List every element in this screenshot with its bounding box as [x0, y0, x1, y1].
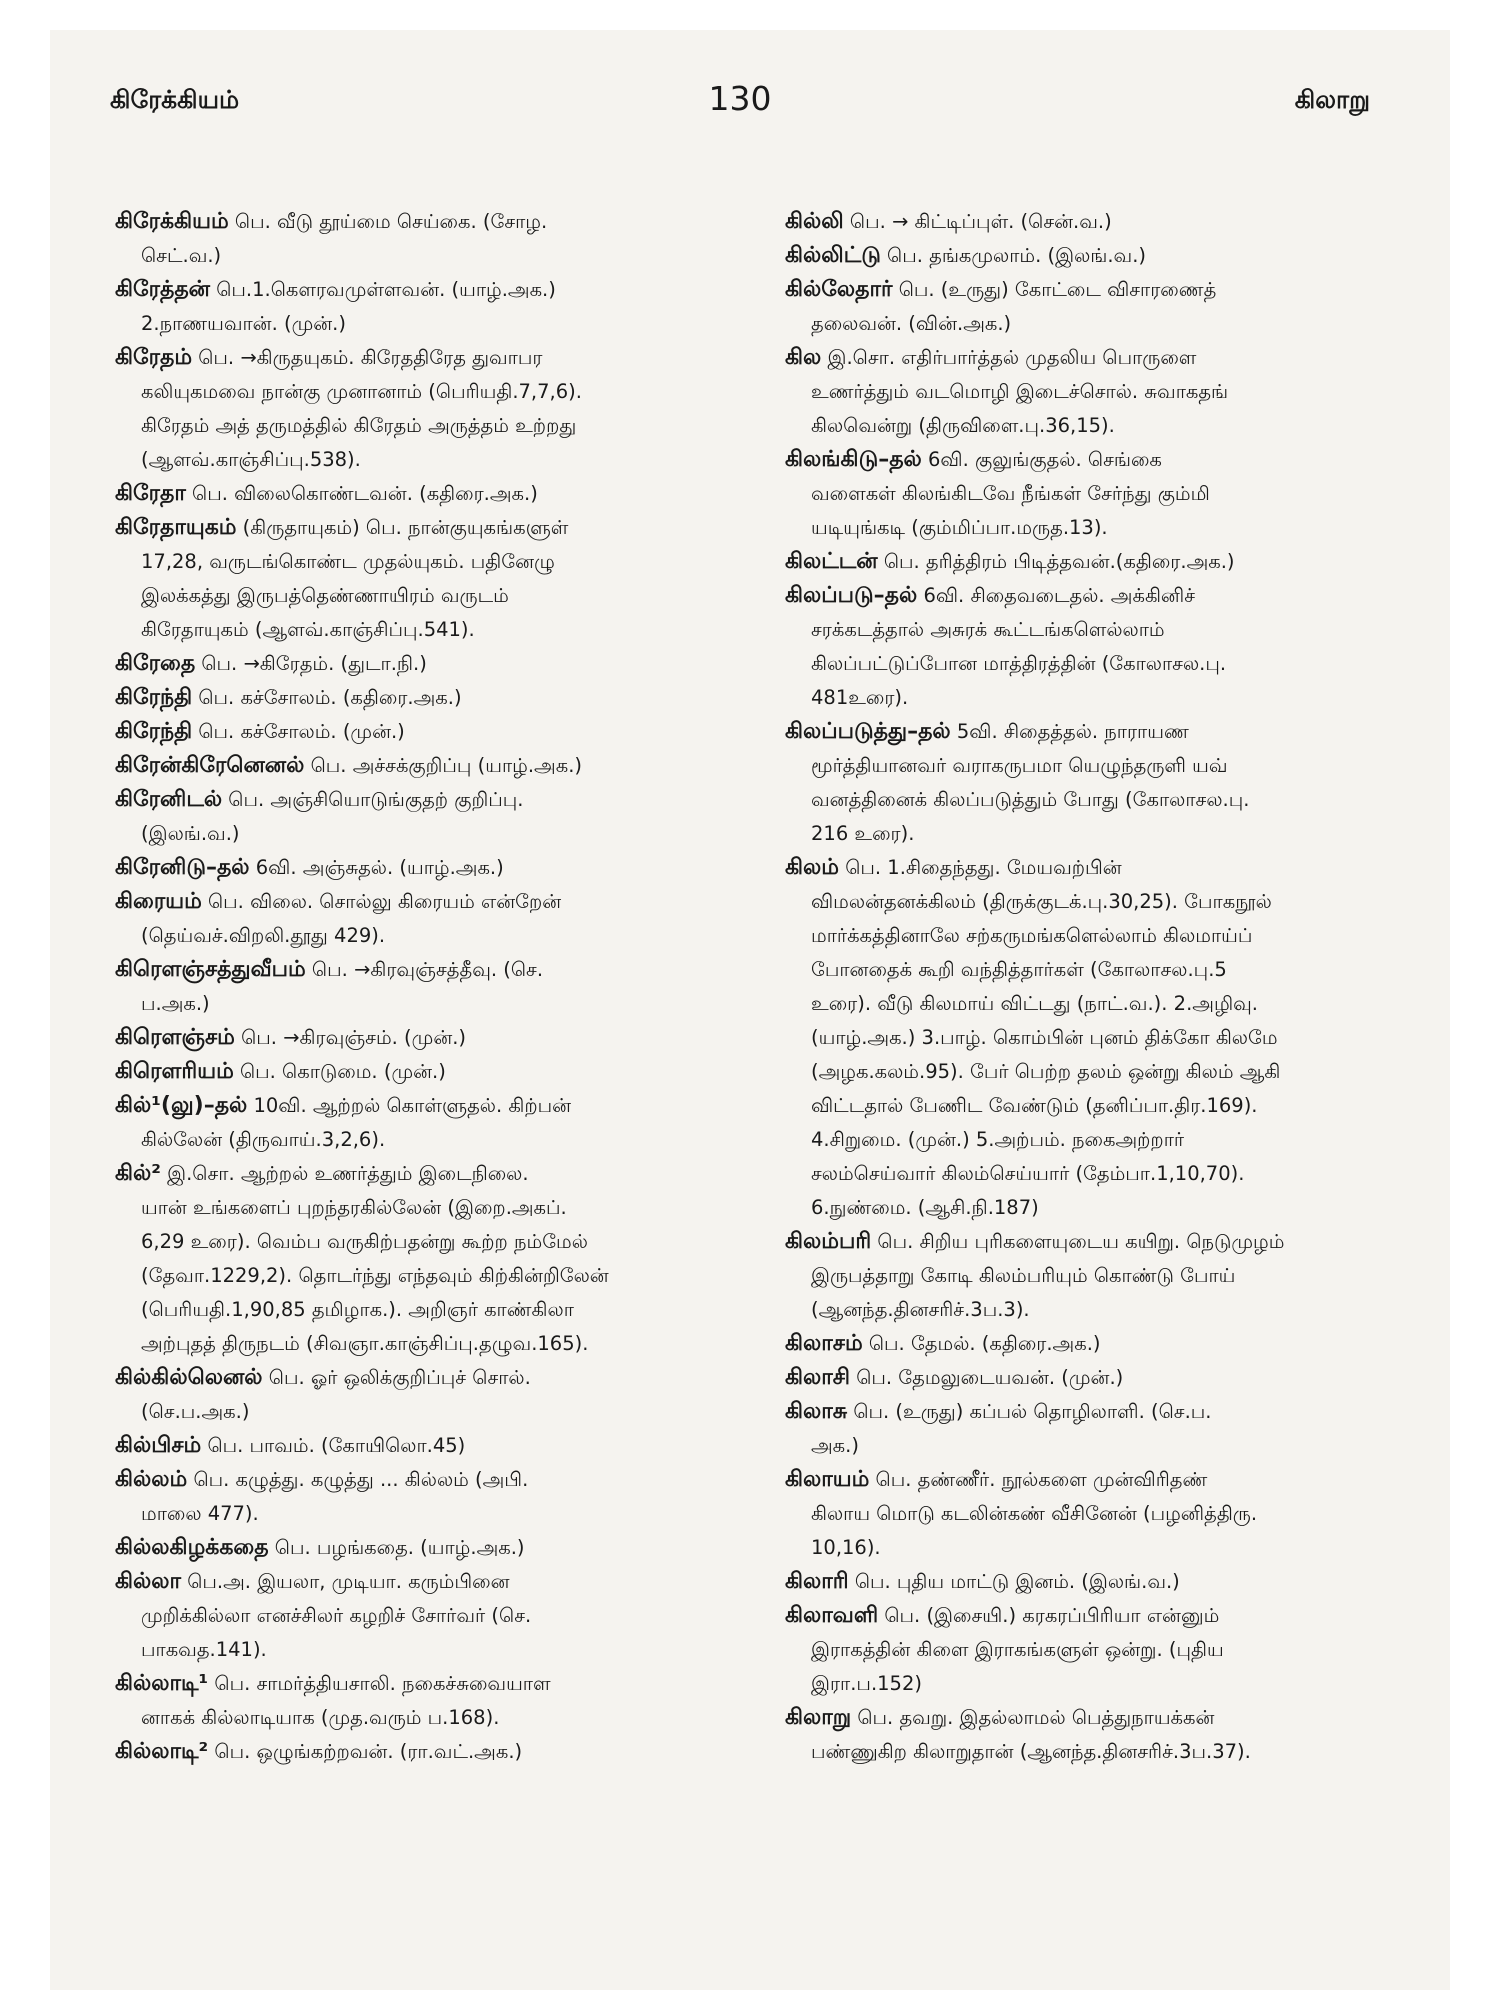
entry-headword: கில்லகிழக்கதை [115, 1535, 269, 1560]
dictionary-entry [115, 477, 705, 511]
entry-text: பெ. தவறு. இதல்லாமல் பெத்துநாயக்கன் [851, 1706, 1215, 1729]
dictionary-entry [115, 1055, 705, 1089]
entry-headword: கிலங்கிடு–தல் [785, 447, 922, 472]
entry-line [785, 681, 1385, 715]
entry-line [115, 1599, 705, 1633]
entry-line [115, 1395, 705, 1429]
entry-text: பெ. கச்சோலம். (கதிரை.அக.) [192, 686, 462, 709]
entry-headword: கிரேதா [115, 481, 186, 506]
entry-text: அற்புதத் திருநடம் (சிவஞா.காஞ்சிப்பு.தழுவ.165). [141, 1332, 589, 1355]
dictionary-entry [115, 1021, 705, 1055]
entry-line [785, 239, 1385, 273]
entry-line [785, 749, 1385, 783]
entry-text: பெ. வீடு தூய்மை செய்கை. (சோழ. [228, 210, 548, 233]
entry-line [785, 375, 1385, 409]
entry-text: பெ. புதிய மாட்டு இனம். (இலங்.வ.) [848, 1570, 1180, 1593]
entry-text: 5வி. சிதைத்தல். நாராயண [950, 720, 1189, 743]
entry-line [785, 987, 1385, 1021]
entry-text: பெ. கொடுமை. (முன்.) [233, 1060, 446, 1083]
entry-line [785, 511, 1385, 545]
entry-text: பெ. கழுத்து. கழுத்து ... கில்லம் (அபி. [187, 1468, 529, 1491]
entry-text: பெ. 1.சிதைந்தது. மேயவற்பின் [839, 856, 1122, 879]
entry-line [115, 715, 705, 749]
dictionary-entry [115, 511, 705, 647]
entry-headword: கிலாரி [785, 1569, 849, 1594]
entry-line [785, 885, 1385, 919]
entry-line [115, 1735, 705, 1769]
dictionary-entry [785, 1463, 1385, 1565]
entry-text: பெ. தரித்திரம் பிடித்தவன்.(கதிரை.அக.) [877, 550, 1235, 573]
entry-text: பெ. தேமலுடையவன். (முன்.) [850, 1366, 1124, 1389]
entry-line [785, 1565, 1385, 1599]
entry-headword: கில்பிசம் [115, 1433, 202, 1458]
dictionary-entry [115, 1157, 705, 1361]
entry-headword: கிலாசம் [785, 1331, 863, 1356]
entry-line [115, 1055, 705, 1089]
dictionary-entry [785, 1565, 1385, 1599]
entry-line [115, 341, 705, 375]
entry-headword: கிரௌஞ்சம் [115, 1025, 235, 1050]
entry-headword: கிரையம் [115, 889, 202, 914]
entry-headword: கில்² [115, 1161, 161, 1186]
entry-line [115, 647, 705, 681]
entry-headword: கிரேதம் [115, 345, 193, 370]
entry-line [785, 1293, 1385, 1327]
entry-headword: கிரேன்கிரேனெனல் [115, 753, 305, 778]
entry-text: 6.நுண்மை. (ஆசி.நி.187) [811, 1196, 1039, 1219]
entry-text: பெ. தேமல். (கதிரை.அக.) [862, 1332, 1101, 1355]
entry-headword: கில [785, 345, 822, 370]
dictionary-entry [115, 885, 705, 953]
entry-line [115, 885, 705, 919]
entry-text: பெ. பழங்கதை. (யாழ்.அக.) [268, 1536, 525, 1559]
dictionary-entry [115, 1463, 705, 1531]
dictionary-entry [115, 1429, 705, 1463]
entry-headword: கிலம் [785, 855, 839, 880]
entry-headword: கிரேனிடு–தல் [115, 855, 250, 880]
dictionary-entry [785, 1701, 1385, 1769]
entry-text: தலைவன். (வின்.அக.) [811, 312, 1012, 335]
entry-text: (ஆனந்த.தினசரிச்.3ப.3). [811, 1298, 1030, 1321]
entry-text: பெ. →கிரேதம். (துடா.நி.) [195, 652, 427, 675]
entry-headword: கிரௌஞ்சத்துவீபம் [115, 957, 306, 982]
entry-text: கலியுகமவை நான்கு முனானாம் (பெரியதி.7,7,6). [141, 380, 582, 403]
entry-text: இ.சொ. ஆற்றல் உணர்த்தும் இடைநிலை. [160, 1162, 529, 1185]
dictionary-entry [115, 647, 705, 681]
entry-text: 10வி. ஆற்றல் கொள்ளுதல். கிற்பன் [247, 1094, 572, 1117]
page-header [110, 79, 1370, 129]
entry-headword: கிரேனிடல் [115, 787, 223, 812]
entry-text: னாகக் கில்லாடியாக (முத.வரும் ப.168). [141, 1706, 500, 1729]
entry-headword: கில்லேதார் [785, 277, 893, 302]
dictionary-entry [115, 715, 705, 749]
entry-line [785, 545, 1385, 579]
entry-text: ப.அக.) [141, 992, 210, 1015]
entry-text: வளைகள் கிலங்கிடவே நீங்கள் சேர்ந்து கும்மி [811, 482, 1210, 505]
entry-headword: கிரேக்கியம் [115, 209, 229, 234]
dictionary-entry [785, 443, 1385, 545]
entry-text: முறிக்கில்லா எனச்சிலர் கழறிச் சோர்வர் (செ. [141, 1604, 532, 1627]
entry-line [115, 613, 705, 647]
entry-headword: கிலாயம் [785, 1467, 870, 1492]
entry-text: பெ. சாமர்த்தியசாலி. நகைச்சுவையாள [208, 1672, 551, 1695]
entry-text: பெ. தங்கமுலாம். (இலங்.வ.) [880, 244, 1147, 267]
entry-headword: கில்லாடி¹ [115, 1671, 209, 1696]
dictionary-entry [115, 1667, 705, 1735]
entry-text: அக.) [811, 1434, 859, 1457]
entry-text: கிரேதாயுகம் (ஆளவ்.காஞ்சிப்பு.541). [141, 618, 475, 641]
entry-line [785, 307, 1385, 341]
entry-text: (ஆளவ்.காஞ்சிப்பு.538). [141, 448, 361, 471]
dictionary-entry [115, 749, 705, 783]
entry-line [115, 1633, 705, 1667]
entry-text: விட்டதால் பேணிட வேண்டும் (தனிப்பா.திர.169). [811, 1094, 1258, 1117]
entry-headword: கிரேதை [115, 651, 196, 676]
entry-line [115, 1327, 705, 1361]
dictionary-entry [115, 205, 705, 273]
entry-text: பெ. (உருது) கோட்டை விசாரணைத் [892, 278, 1217, 301]
dictionary-entry [115, 1361, 705, 1429]
entry-line [115, 1701, 705, 1735]
entry-line [785, 409, 1385, 443]
entry-text: இ.சொ. எதிர்பார்த்தல் முதலிய பொருளை [821, 346, 1197, 369]
dictionary-entry [785, 851, 1385, 1225]
entry-line [115, 579, 705, 613]
entry-line [785, 1429, 1385, 1463]
page-number: 130 [708, 79, 772, 118]
entry-text: பெ. பாவம். (கோயிலொ.45) [201, 1434, 466, 1457]
entry-text: வனத்தினைக் கிலப்படுத்தும் போது (கோலாசல.பு. [811, 788, 1250, 811]
entry-line [115, 783, 705, 817]
entry-line [785, 1089, 1385, 1123]
entry-line [115, 1565, 705, 1599]
header-first-word: கிரேக்கியம் [110, 85, 240, 114]
entry-text: பெ. ஓர் ஒலிக்குறிப்புச் சொல். [262, 1366, 531, 1389]
entry-line [115, 1157, 705, 1191]
entry-text: 2.நாணயவான். (முன்.) [141, 312, 346, 335]
entry-headword: கிரேந்தி [115, 685, 193, 710]
dictionary-entry [785, 239, 1385, 273]
entry-headword: கிலாசு [785, 1399, 848, 1424]
entry-text: (அழக.கலம்.95). பேர் பெற்ற தலம் ஒன்று கிலம் ஆகி [811, 1060, 1281, 1083]
entry-line [115, 1667, 705, 1701]
entry-text: யான் உங்களைப் புறந்தரகில்லேன் (இறை.அகப். [141, 1196, 567, 1219]
entry-line [785, 783, 1385, 817]
entry-line [115, 273, 705, 307]
entry-line [115, 851, 705, 885]
entry-line [785, 1191, 1385, 1225]
entry-text: இலக்கத்து இருபத்தெண்ணாயிரம் வருடம் [141, 584, 509, 607]
entry-line [785, 953, 1385, 987]
entry-text: உரை). வீடு கிலமாய் விட்டது (நாட்.வ.). 2.அழிவு. [811, 992, 1259, 1015]
entry-headword: கிலாறு [785, 1705, 852, 1730]
entry-text: பெ. (இசையி.) கரகரப்பிரியா என்னும் [878, 1604, 1220, 1627]
entry-text: பெ. விலை. சொல்லு கிரையம் என்றேன் [201, 890, 562, 913]
left-column [115, 205, 705, 1769]
entry-line [785, 1633, 1385, 1667]
entry-line [115, 1429, 705, 1463]
entry-line [115, 511, 705, 545]
entry-line [115, 443, 705, 477]
entry-line [785, 851, 1385, 885]
entry-line [785, 1327, 1385, 1361]
entry-text: கிரேதம் அத் தருமத்தில் கிரேதம் அருத்தம் உற்றது [141, 414, 577, 437]
entry-text: 216 உரை). [811, 822, 915, 845]
dictionary-entry [115, 953, 705, 1021]
dictionary-entry [115, 681, 705, 715]
entry-headword: கில்கில்லெனல் [115, 1365, 263, 1390]
entry-line [115, 1089, 705, 1123]
entry-headword: கிலப்படுத்து–தல் [785, 719, 951, 744]
entry-text: பெ. அஞ்சியொடுங்குதற் குறிப்பு. [222, 788, 524, 811]
entry-text: பெ. →கிரவுஞ்சத்தீவு. (செ. [305, 958, 544, 981]
entry-line [785, 1497, 1385, 1531]
entry-headword: கில்லாடி² [115, 1739, 209, 1764]
entry-text: (யாழ்.அக.) 3.பாழ். கொம்பின் புனம் திக்கோ கிலமே [811, 1026, 1278, 1049]
entry-text: பெ.1.கௌரவமுள்ளவன். (யாழ்.அக.) [210, 278, 556, 301]
dictionary-entry [115, 851, 705, 885]
entry-line [115, 375, 705, 409]
entry-line [785, 341, 1385, 375]
entry-line [115, 987, 705, 1021]
entry-line [115, 1293, 705, 1327]
entry-line [785, 715, 1385, 749]
entry-line [785, 1021, 1385, 1055]
entry-text: இராகத்தின் கிளை இராகங்களுள் ஒன்று. (புதிய [811, 1638, 1224, 1661]
entry-text: 6வி. குலுங்குதல். செங்கை [921, 448, 1162, 471]
entry-line [115, 409, 705, 443]
entry-line [785, 1259, 1385, 1293]
entry-line [785, 1157, 1385, 1191]
entry-line [785, 919, 1385, 953]
entry-line [785, 1599, 1385, 1633]
entry-line [785, 1123, 1385, 1157]
dictionary-entry [785, 1327, 1385, 1361]
entry-headword: கிலம்பரி [785, 1229, 872, 1254]
entry-headword: கில்லிட்டு [785, 243, 881, 268]
entry-text: 6வி. சிதைவடைதல். அக்கினிச் [917, 584, 1196, 607]
entry-headword: கிலப்படு–தல் [785, 583, 918, 608]
dictionary-entry [785, 273, 1385, 341]
entry-line [785, 1361, 1385, 1395]
entry-text: இரா.ப.152) [811, 1672, 922, 1695]
entry-line [785, 1735, 1385, 1769]
entry-line [115, 953, 705, 987]
entry-text: 10,16). [811, 1536, 881, 1559]
dictionary-entry [785, 205, 1385, 239]
entry-line [115, 545, 705, 579]
dictionary-entry [115, 1531, 705, 1565]
entry-headword: கிலட்டன் [785, 549, 878, 574]
entry-text: 6வி. அஞ்சுதல். (யாழ்.அக.) [249, 856, 504, 879]
entry-text: இருபத்தாறு கோடி கிலம்பரியும் கொண்டு போய் [811, 1264, 1236, 1287]
dictionary-page [50, 30, 1450, 1990]
entry-text: பெ. →கிருதயுகம். கிரேததிரேத துவாபர [192, 346, 543, 369]
entry-text: 481உரை). [811, 686, 909, 709]
entry-text: பெ.அ. இயலா, முடியா. கரும்பினை [181, 1570, 510, 1593]
entry-text: பெ. ஒழுங்கற்றவன். (ரா.வட்.அக.) [208, 1740, 523, 1763]
entry-line [115, 1259, 705, 1293]
entry-line [115, 1021, 705, 1055]
entry-headword: கிரேத்தன் [115, 277, 211, 302]
entry-line [785, 817, 1385, 851]
entry-headword: கிரேதாயுகம் [115, 515, 237, 540]
entry-text: பெ. விலைகொண்டவன். (கதிரை.அக.) [185, 482, 538, 505]
entry-line [115, 1123, 705, 1157]
entry-headword: கில்லம் [115, 1467, 188, 1492]
entry-text: பண்ணுகிற கிலாறுதான் (ஆனந்த.தினசரிச்.3ப.37). [811, 1740, 1251, 1763]
entry-line [785, 1055, 1385, 1089]
entry-text: (இலங்.வ.) [141, 822, 240, 845]
entry-text: சரக்கடத்தால் அசுரக் கூட்டங்களெல்லாம் [811, 618, 1165, 641]
header-last-word: கிலாறு [1294, 85, 1370, 114]
entry-text: கிலவென்று (திருவிளை.பு.36,15). [811, 414, 1115, 437]
entry-line [115, 1191, 705, 1225]
dictionary-entry [785, 1599, 1385, 1701]
entry-line [785, 1225, 1385, 1259]
entry-headword: கிலாவளி [785, 1603, 879, 1628]
entry-line [115, 919, 705, 953]
entry-line [115, 1225, 705, 1259]
entry-line [785, 1701, 1385, 1735]
entry-line [785, 613, 1385, 647]
dictionary-entry [785, 341, 1385, 443]
entry-text: உணர்த்தும் வடமொழி இடைச்சொல். சுவாகதங் [811, 380, 1229, 403]
entry-line [115, 205, 705, 239]
entry-text: பாகவத.141). [141, 1638, 267, 1661]
entry-text: (செ.ப.அக.) [141, 1400, 250, 1423]
entry-line [115, 477, 705, 511]
entry-text: கிலப்பட்டுப்போன மாத்திரத்தின் (கோலாசல.பு. [811, 652, 1227, 675]
entry-text: பெ. சிறிய புரிகளையுடைய கயிறு. நெடுமுழம் [871, 1230, 1285, 1253]
entry-text: (கிருதாயுகம்) பெ. நான்குயுகங்களுள் [236, 516, 569, 539]
entry-text: (பெரியதி.1,90,85 தமிழாக.). அறிஞர் காண்கிலா [141, 1298, 574, 1321]
dictionary-entry [115, 1089, 705, 1157]
entry-line [785, 205, 1385, 239]
entry-line [785, 1667, 1385, 1701]
dictionary-entry [785, 1225, 1385, 1327]
entry-line [785, 477, 1385, 511]
entry-text: பெ. தண்ணீர். நூல்களை முன்விரிதண் [869, 1468, 1208, 1491]
entry-text: பெ. கச்சோலம். (முன்.) [192, 720, 405, 743]
entry-text: 17,28, வருடங்கொண்ட முதல்யுகம். பதினேழு [141, 550, 555, 573]
entry-headword: கில்லி [785, 209, 844, 234]
dictionary-entry [785, 579, 1385, 715]
entry-line [115, 239, 705, 273]
entry-text: 4.சிறுமை. (முன்.) 5.அற்பம். நகைஅற்றார் [811, 1128, 1185, 1151]
entry-line [115, 1463, 705, 1497]
entry-text: செட்.வ.) [141, 244, 222, 267]
entry-text: 6,29 உரை). வெம்ப வருகிற்பதன்று கூற்ற நம்மேல் [141, 1230, 588, 1253]
entry-text: பெ. அச்சக்குறிப்பு (யாழ்.அக.) [304, 754, 582, 777]
entry-text: சலம்செய்வார் கிலம்செய்யார் (தேம்பா.1,10,70). [811, 1162, 1245, 1185]
entry-line [115, 1531, 705, 1565]
entry-line [785, 443, 1385, 477]
dictionary-entry [115, 341, 705, 477]
right-column [785, 205, 1385, 1769]
entry-line [115, 1497, 705, 1531]
entry-line [115, 681, 705, 715]
entry-line [785, 1531, 1385, 1565]
entry-line [785, 579, 1385, 613]
entry-text: விமலன்தனக்கிலம் (திருக்குடக்.பு.30,25). போகநூல் [811, 890, 1272, 913]
entry-text: மூர்த்தியானவர் வராகருபமா யெழுந்தருளி யவ் [811, 754, 1228, 777]
entry-headword: கில்லா [115, 1569, 182, 1594]
entry-text: (தெய்வச்.விறலி.தூது 429). [141, 924, 386, 947]
entry-headword: கிரௌரியம் [115, 1059, 234, 1084]
entry-line [785, 647, 1385, 681]
entry-text: கில்லேன் (திருவாய்.3,2,6). [141, 1128, 386, 1151]
entry-text: போனதைக் கூறி வந்தித்தார்கள் (கோலாசல.பு.5 [811, 958, 1227, 981]
entry-line [115, 307, 705, 341]
entry-text: கிலாய மொடு கடலின்கண் வீசினேன் (பழனித்திரு. [811, 1502, 1258, 1525]
dictionary-entry [785, 545, 1385, 579]
entry-headword: கில்¹(லு)–தல் [115, 1093, 248, 1118]
entry-text: யடியுங்கடி (கும்மிப்பா.மருத.13). [811, 516, 1108, 539]
dictionary-entry [785, 1361, 1385, 1395]
entry-text: (தேவா.1229,2). தொடர்ந்து எந்தவும் கிற்கின்றிலேன் [141, 1264, 609, 1287]
dictionary-entry [785, 1395, 1385, 1463]
entry-text: மாலை 477). [141, 1502, 259, 1525]
entry-line [785, 273, 1385, 307]
entry-text: பெ. (உருது) கப்பல் தொழிலாளி. (செ.ப. [847, 1400, 1212, 1423]
entry-line [785, 1395, 1385, 1429]
entry-headword: கிலாசி [785, 1365, 851, 1390]
dictionary-entry [785, 715, 1385, 851]
entry-text: மார்க்கத்தினாலே சற்கருமங்களெல்லாம் கிலமாய்ப் [811, 924, 1253, 947]
entry-line [115, 817, 705, 851]
entry-text: பெ. → கிட்டிப்புள். (சென்.வ.) [843, 210, 1112, 233]
entry-line [785, 1463, 1385, 1497]
entry-headword: கிரேந்தி [115, 719, 193, 744]
entry-line [115, 1361, 705, 1395]
dictionary-entry [115, 273, 705, 341]
entry-line [115, 749, 705, 783]
dictionary-entry [115, 1565, 705, 1667]
entry-text: பெ. →கிரவுஞ்சம். (முன்.) [234, 1026, 467, 1049]
dictionary-entry [115, 783, 705, 851]
dictionary-entry [115, 1735, 705, 1769]
